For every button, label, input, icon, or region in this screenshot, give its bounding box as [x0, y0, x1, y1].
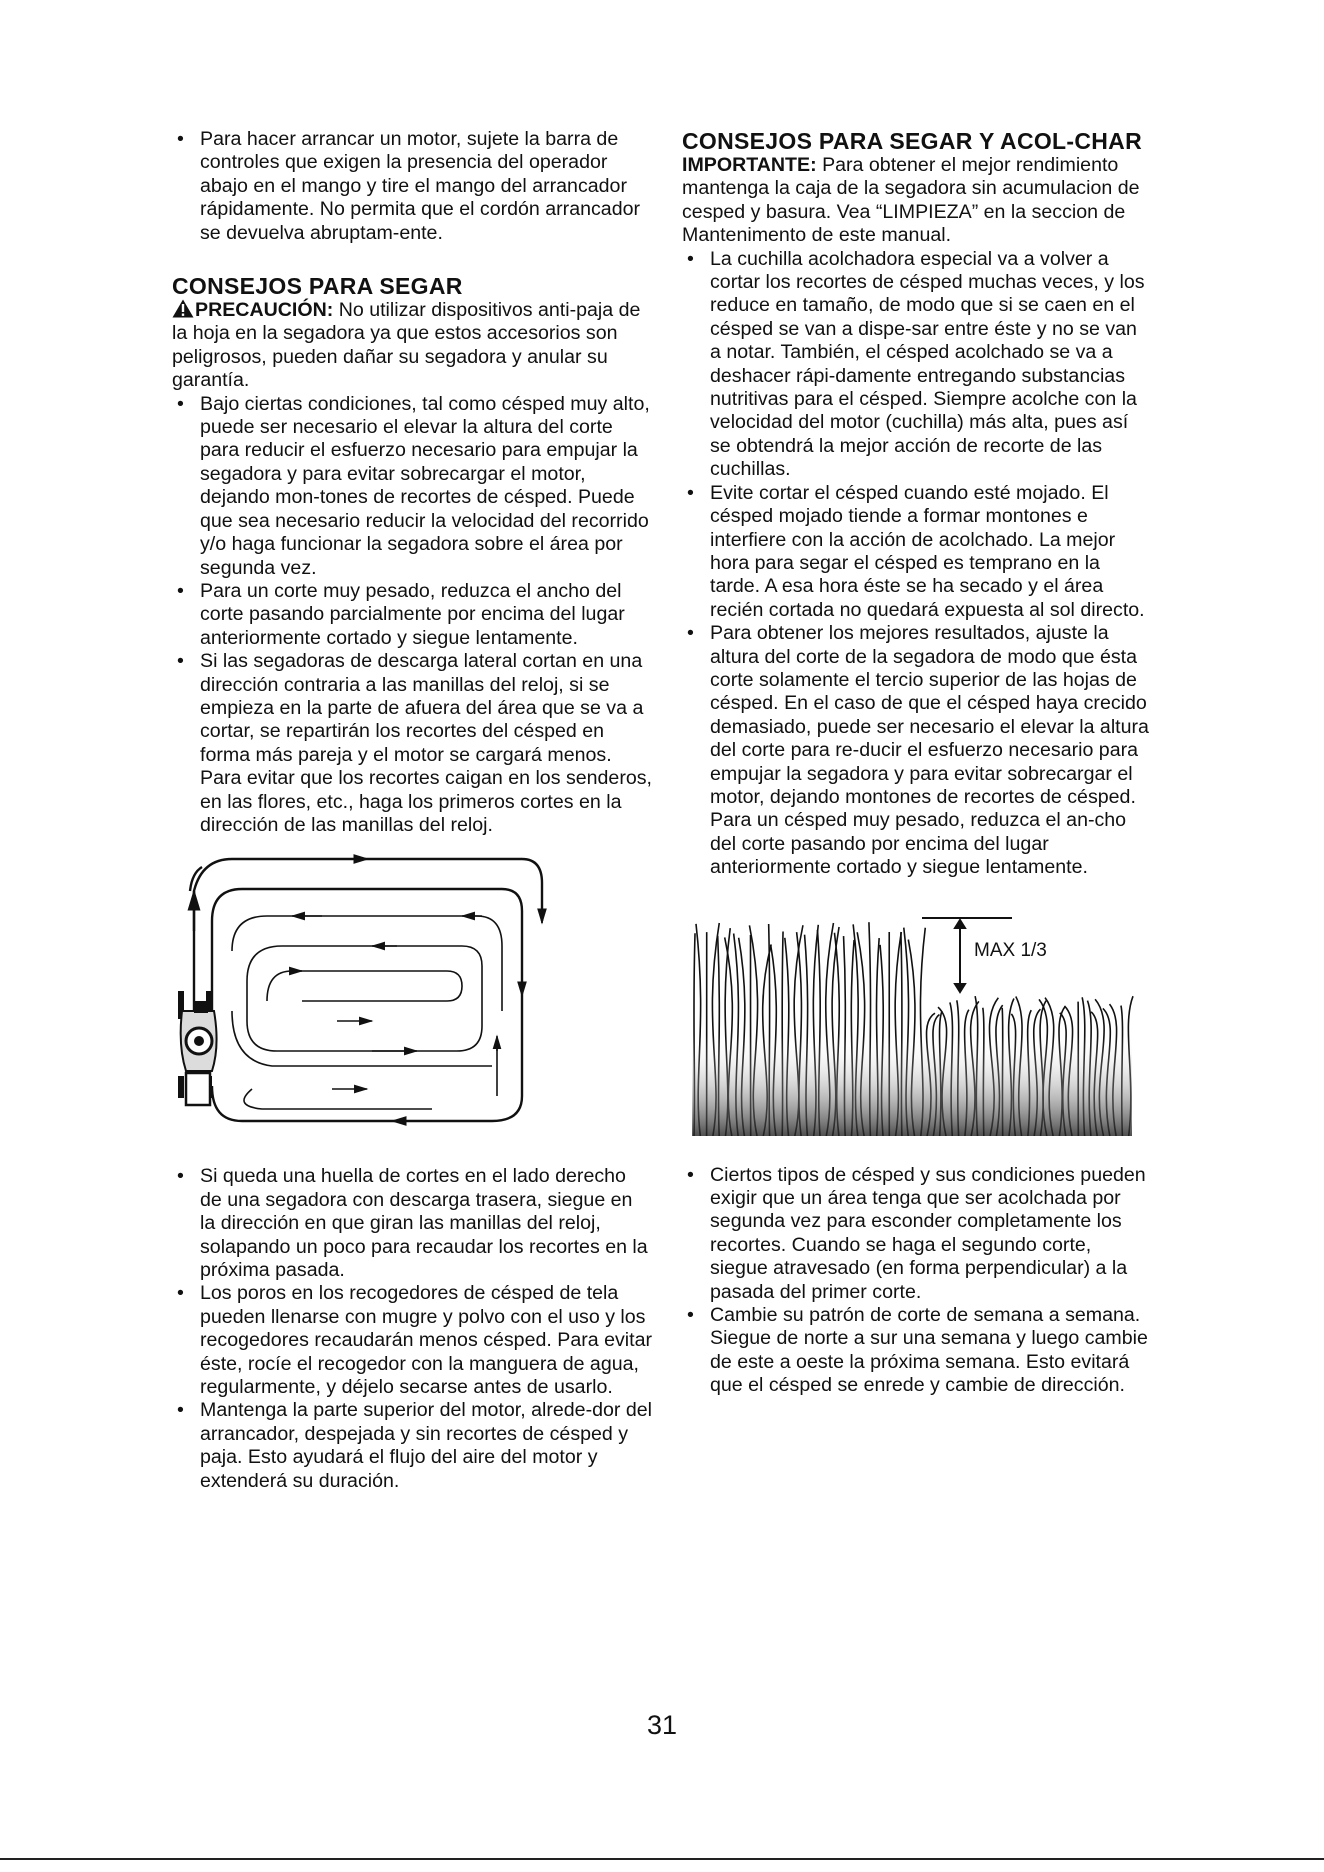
list-item: • Si las segadoras de descarga lateral cortan en una dirección contraria a las manillas del reloj, si se empieza en la parte de afuera del área que se va a cortar, se repartirán los recortes del césped en forma más pareja y el motor se cargará menos. Para evitar que los recortes caigan en los senderos, en las flores, etc., haga los primeros cortes en la dirección de las manillas del reloj. [177, 650, 652, 836]
mowing-pattern-diagram [172, 851, 652, 1151]
list-item: • La cuchilla acolchadora especial va a volver a cortar los recortes de césped muchas veces, y los reduce en tamaño, de modo que si se caen en el césped se van a dispe-sar entre éste y no se van a notar. También, el césped acolchado se va a deshacer rápi-damente entregando substancias nutritivas para el césped. Siempre acolche con la velocidad del motor (cuchilla) más alta, pues así se obtendrá la mejor acción de recorte de las cuchillas. [687, 247, 1145, 481]
mulching-tips-list [682, 248, 1152, 880]
section-title-mowing-tips: CONSEJOS PARA SEGAR [172, 273, 463, 300]
list-item: • Mantenga la parte superior del motor, alrede-dor del arrancador, despejada y sin recortes de césped y paja. Esto ayudará el flujo del aire del motor y extenderá su duración. [177, 1399, 653, 1492]
important-text: Para obtener el mejor rendimiento mantenga la caja de la segadora sin acumulacion de cesped y basura. Vea “LIMPIEZA” en la seccion de Mantenimento de este manual. [682, 154, 1140, 247]
mowing-tips-list-2 [172, 1165, 652, 1493]
bottom-rule [0, 1858, 1324, 1860]
warning-triangle-icon [172, 299, 194, 318]
max-height-label: MAX 1/3 [974, 939, 1047, 961]
list-item: • Cambie su patrón de corte de semana a semana. Siegue de norte a sur una semana y luego cambie de este a oeste la próxima semana. Esto evitará que el césped se enrede y cambie de dirección. [687, 1304, 1148, 1397]
mowing-tips-list [172, 393, 652, 838]
caution-text: No utilizar dispositivos anti-paja de la hoja en la segadora ya que estos accesorios son peligrosos, pueden dañar su segadora y anular su garantía. [172, 299, 641, 392]
page-number: 31 [646, 1710, 678, 1740]
right-column [682, 128, 1152, 1398]
left-column [172, 128, 652, 1493]
list-item: • Para hacer arrancar un motor, sujete la barra de controles que exigen la presencia del operador abajo en el mango y tire el mango del arrancador rápidamente. No permita que el cordón arrancador se devuelva abruptam-ente. [177, 128, 641, 244]
list-item: • Si queda una huella de cortes en el lado derecho de una segadora con descarga trasera, siegue en la dirección en que giran las manillas del reloj, solapando un poco para recaudar los recortes en la próxima pasada. [177, 1165, 648, 1281]
list-item: • Ciertos tipos de césped y sus condiciones pueden exigir que un área tenga que ser acolchada por segunda vez para esconder completamente los recortes. Cuando se haga el segundo corte, siegue atravesado (en forma perpendicular) a la pasada del primer corte. [687, 1163, 1146, 1303]
section-title-mulching-tips: CONSEJOS PARA SEGAR Y ACOL-CHAR [682, 128, 1142, 154]
lawn-mower-icon [178, 991, 217, 1105]
intro-bullet-list [172, 128, 652, 245]
list-item: • Evite cortar el césped cuando esté mojado. El césped mojado tiende a formar montones e interfiere con la acción de acolchado. La mejor hora para segar el césped es temprano en la tarde. A esa hora éste se ha secado y el área recién cortada no quedará expuesta al sol directo. [687, 481, 1145, 621]
list-item: • Bajo ciertas condiciones, tal como césped muy alto, puede ser necesario el elevar la altura del corte para reducir el esfuerzo necesario para empujar la segadora y para evitar sobrecargar el motor, dejando mon-tones de recortes de césped. Puede que sea necesario reducir la velocidad del recorrido y/o haga funcionar la segadora sobre el área por segunda vez. [177, 392, 650, 579]
list-item: • Los poros en los recogedores de césped de tela pueden llenarse con mugre y polvo con el uso y los recogedores recaudarán menos césped. Para evitar éste, rocíe el recogedor con la manguera de agua, regularmente, y déjelo secarse antes de usarlo. [177, 1282, 653, 1399]
grass-cutting-height-illustration [682, 916, 1152, 1136]
mulching-tips-list-2 [682, 1164, 1152, 1398]
list-item: • Para obtener los mejores resultados, ajuste la altura del corte de la segadora de modo que ésta corte solamente el tercio superior de las hojas de césped. En el caso de que el césped haya crecido demasiado, puede ser necesario el elevar la altura del corte para re-ducir el esfuerzo necesario para empujar la segadora y para evitar sobrecargar el motor, dejando montones de recortes de césped. Para un césped muy pesado, reduzca el an-cho del corte pasando por encima del lugar anteriormente cortado y siegue lentamente. [687, 622, 1149, 879]
important-paragraph [682, 154, 1152, 248]
caution-paragraph [172, 299, 652, 393]
caution-label: PRECAUCIÓN: [195, 299, 334, 322]
list-item: • Para un corte muy pesado, reduzca el ancho del corte pasando parcialmente por encima del lugar anteriormente cortado y siegue lentamente. [177, 579, 625, 649]
important-label: IMPORTANTE: [682, 154, 817, 176]
